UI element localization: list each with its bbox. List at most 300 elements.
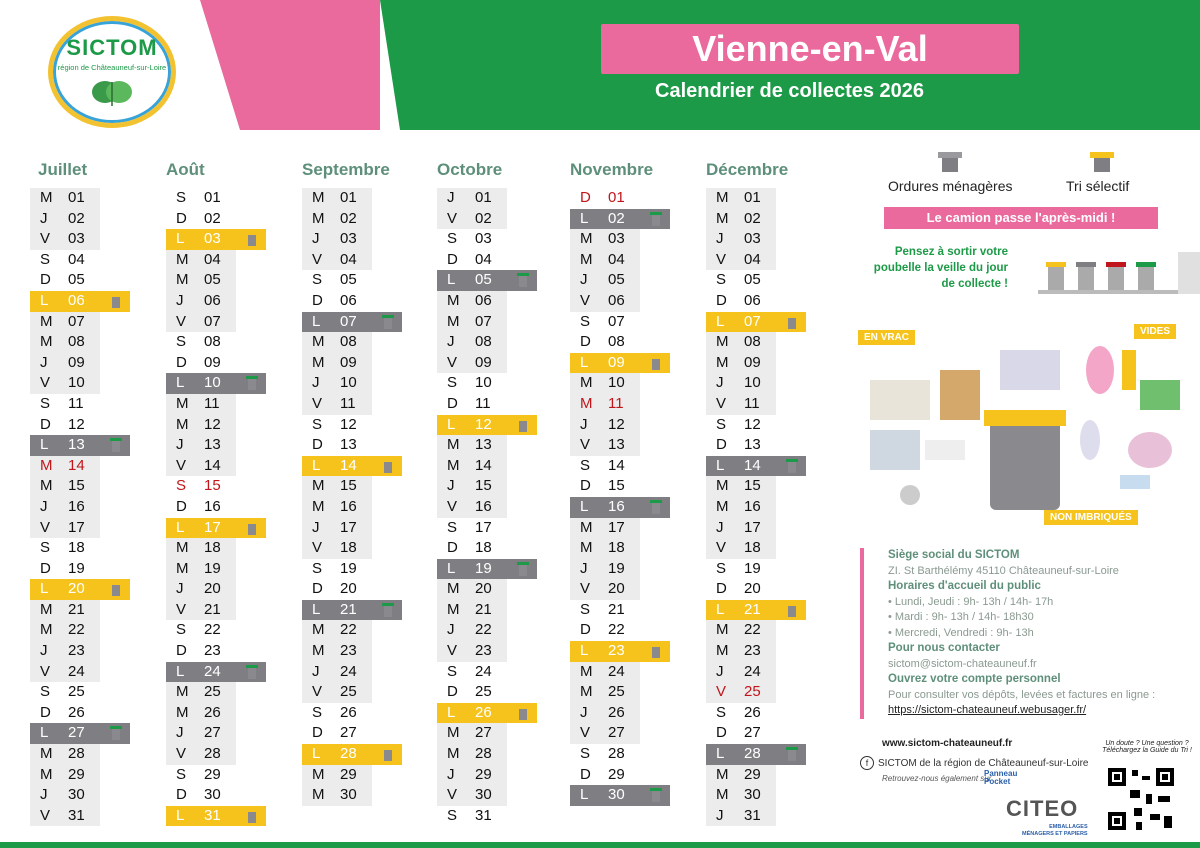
weekday-letter: M (580, 394, 593, 412)
weekday-letter: L (176, 518, 185, 536)
weekday-letter: V (40, 230, 51, 248)
sorting-illustration (850, 320, 1190, 530)
day-number: 01 (68, 189, 85, 206)
weekday-letter: J (716, 518, 724, 536)
day-25 (706, 682, 776, 703)
header-pink-band (200, 0, 380, 130)
day-12 (166, 415, 236, 436)
weekday-letter: M (176, 703, 189, 721)
weekday-letter: S (580, 456, 591, 474)
day-23 (706, 641, 776, 662)
day-13 (302, 435, 372, 456)
day-number: 30 (475, 786, 492, 804)
bin-icon (786, 747, 798, 761)
citeo-sub-line1: EMBALLAGES (1049, 824, 1088, 830)
bins-on-curb-illustration (1028, 252, 1200, 302)
weekday-letter: J (580, 703, 588, 721)
citeo-sub (1022, 824, 1088, 838)
weekday-letter: L (176, 230, 185, 248)
day-number: 05 (68, 271, 85, 289)
weekday-letter: M (176, 415, 189, 433)
day-number: 09 (204, 353, 221, 371)
citeo-logo: CITEO (1006, 796, 1079, 821)
day-number: 23 (204, 642, 221, 660)
day-27 (30, 723, 130, 744)
day-09 (570, 353, 670, 374)
weekday-letter: J (447, 765, 455, 783)
day-number: 22 (68, 621, 85, 639)
weekday-letter: V (447, 497, 458, 515)
day-15 (570, 476, 640, 497)
day-20 (302, 579, 372, 600)
month-name: Septembre (302, 160, 390, 179)
day-20 (166, 579, 236, 600)
day-number: 07 (475, 312, 492, 330)
day-14 (437, 456, 507, 477)
weekday-letter: M (40, 312, 53, 330)
weekday-letter: V (176, 456, 187, 474)
day-06 (166, 291, 236, 312)
day-number: 15 (340, 477, 357, 495)
weekday-letter: M (580, 250, 593, 268)
weekday-letter: S (312, 271, 323, 289)
weekday-letter: M (447, 600, 460, 618)
bin-icon (246, 809, 258, 823)
day-number: 23 (475, 642, 492, 660)
weekday-letter: M (580, 374, 593, 392)
weekday-letter: V (312, 394, 323, 412)
day-07 (166, 312, 236, 333)
day-number: 05 (744, 271, 761, 289)
weekday-letter: L (447, 559, 456, 577)
day-15 (30, 476, 100, 497)
day-number: 06 (608, 291, 625, 309)
day-30 (302, 785, 372, 806)
day-10 (302, 373, 372, 394)
day-number: 17 (340, 518, 357, 536)
day-number: 27 (68, 724, 85, 742)
bin-icon (650, 644, 662, 658)
qr-code-icon[interactable] (1106, 766, 1176, 832)
day-number: 25 (68, 683, 85, 701)
weekday-letter: S (580, 600, 591, 618)
day-number: 12 (608, 415, 625, 433)
day-10 (166, 373, 266, 394)
day-14 (30, 456, 100, 477)
day-number: 31 (744, 806, 761, 824)
day-19 (706, 559, 776, 580)
day-02 (302, 209, 372, 230)
day-number: 02 (340, 209, 357, 227)
day-number: 28 (68, 745, 85, 763)
weekday-letter: V (716, 539, 727, 557)
day-28 (30, 744, 100, 765)
website[interactable]: www.sictom-chateauneuf.fr (882, 738, 1013, 749)
day-08 (437, 332, 507, 353)
day-number: 05 (340, 271, 357, 289)
bin-icon (517, 273, 529, 287)
weekday-letter: J (716, 806, 724, 824)
day-number: 14 (475, 456, 492, 474)
yellow-bin-icon (1088, 150, 1116, 172)
weekday-letter: V (580, 580, 591, 598)
weekday-letter: D (716, 724, 727, 742)
weekday-letter: V (312, 683, 323, 701)
day-24 (437, 662, 507, 683)
pp-line2: Pocket (984, 777, 1011, 786)
day-number: 22 (475, 621, 492, 639)
weekday-letter: M (312, 642, 325, 660)
day-number: 27 (340, 724, 357, 742)
day-number: 07 (744, 312, 761, 330)
weekday-letter: M (176, 271, 189, 289)
day-27 (302, 723, 372, 744)
day-number: 03 (340, 230, 357, 248)
day-20 (706, 579, 776, 600)
day-24 (302, 662, 372, 683)
day-number: 30 (340, 786, 357, 804)
day-number: 23 (68, 642, 85, 660)
weekday-letter: M (176, 559, 189, 577)
day-number: 18 (340, 539, 357, 557)
bin-icon (517, 562, 529, 576)
day-number: 07 (340, 312, 357, 330)
weekday-letter: D (716, 580, 727, 598)
day-number: 19 (608, 559, 625, 577)
day-11 (166, 394, 236, 415)
weekday-letter: M (580, 683, 593, 701)
day-number: 23 (608, 642, 625, 660)
day-17 (706, 518, 776, 539)
hours-line: • Mardi : 9h- 13h / 14h- 18h30 (888, 611, 1034, 623)
day-number: 26 (204, 703, 221, 721)
day-number: 19 (744, 559, 761, 577)
day-number: 11 (608, 394, 624, 412)
day-number: 04 (204, 250, 221, 268)
day-01 (437, 188, 507, 209)
bin-icon (382, 459, 394, 473)
weekday-letter: M (312, 621, 325, 639)
day-number: 01 (340, 189, 357, 206)
day-number: 17 (744, 518, 761, 536)
day-number: 03 (608, 230, 625, 248)
day-number: 15 (68, 477, 85, 495)
day-number: 16 (744, 497, 761, 515)
weekday-letter: M (580, 230, 593, 248)
day-07 (302, 312, 402, 333)
day-17 (570, 518, 640, 539)
day-15 (302, 476, 372, 497)
day-18 (302, 538, 372, 559)
weekday-letter: L (176, 374, 185, 392)
weekday-letter: S (580, 312, 591, 330)
day-02 (437, 209, 507, 230)
day-number: 31 (475, 806, 492, 824)
day-number: 10 (204, 374, 221, 392)
day-number: 11 (475, 394, 491, 412)
weekday-letter: J (447, 477, 455, 495)
day-12 (437, 415, 537, 436)
weekday-letter: J (580, 271, 588, 289)
day-number: 14 (204, 456, 221, 474)
day-21 (437, 600, 507, 621)
day-14 (302, 456, 402, 477)
day-15 (706, 476, 776, 497)
day-number: 21 (744, 600, 761, 618)
weekday-letter: L (716, 456, 725, 474)
weekday-letter: M (40, 621, 53, 639)
weekday-letter: M (716, 765, 729, 783)
day-04 (302, 250, 372, 271)
day-05 (30, 270, 100, 291)
day-09 (302, 353, 372, 374)
day-26 (166, 703, 236, 724)
day-01 (570, 188, 640, 209)
weekday-letter: S (176, 189, 187, 206)
weekday-letter: M (176, 683, 189, 701)
recyclables-drawing (850, 320, 1190, 530)
day-09 (706, 353, 776, 374)
weekday-letter: J (176, 724, 184, 742)
day-28 (437, 744, 507, 765)
weekday-letter: J (716, 230, 724, 248)
day-number: 16 (68, 497, 85, 515)
bin-icon (246, 376, 258, 390)
day-03 (437, 229, 507, 250)
day-04 (437, 250, 507, 271)
weekday-letter: V (447, 786, 458, 804)
month-1 (166, 160, 278, 826)
day-23 (166, 641, 236, 662)
day-number: 22 (204, 621, 221, 639)
day-05 (437, 270, 537, 291)
day-number: 08 (744, 333, 761, 351)
weekday-letter: V (716, 394, 727, 412)
month-3 (437, 160, 549, 826)
day-11 (570, 394, 640, 415)
account-link[interactable]: https://sictom-chateauneuf.webusager.fr/ (888, 704, 1087, 716)
weekday-letter: D (580, 621, 591, 639)
day-number: 24 (608, 662, 625, 680)
facebook-text: SICTOM de la région de Châteauneuf-sur-Loire (878, 758, 1089, 769)
weekday-letter: M (447, 312, 460, 330)
day-05 (166, 270, 236, 291)
day-20 (30, 579, 130, 600)
day-number: 08 (204, 333, 221, 351)
weekday-letter: S (716, 415, 727, 433)
day-number: 28 (608, 745, 625, 763)
day-number: 02 (68, 209, 85, 227)
day-number: 08 (340, 333, 357, 351)
weekday-letter: M (312, 786, 325, 804)
day-number: 06 (340, 291, 357, 309)
weekday-letter: V (40, 374, 51, 392)
day-number: 08 (475, 333, 492, 351)
day-number: 29 (340, 765, 357, 783)
weekday-letter: M (580, 518, 593, 536)
day-number: 21 (204, 600, 221, 618)
day-number: 01 (608, 189, 625, 206)
weekday-letter: V (176, 745, 187, 763)
weekday-letter: V (580, 724, 591, 742)
day-number: 11 (204, 394, 220, 412)
day-29 (166, 765, 236, 786)
day-04 (706, 250, 776, 271)
day-22 (302, 620, 372, 641)
day-number: 29 (475, 765, 492, 783)
day-13 (166, 435, 236, 456)
day-number: 09 (744, 353, 761, 371)
day-number: 18 (744, 539, 761, 557)
day-06 (437, 291, 507, 312)
day-number: 19 (340, 559, 357, 577)
day-number: 06 (744, 291, 761, 309)
day-03 (166, 229, 266, 250)
day-number: 02 (744, 209, 761, 227)
day-02 (166, 209, 236, 230)
day-18 (437, 538, 507, 559)
day-09 (30, 353, 100, 374)
account-title: Ouvrez votre compte personnel (888, 673, 1061, 685)
day-number: 25 (204, 683, 221, 701)
page-subtitle: Calendrier de collectes 2026 (655, 80, 925, 102)
day-30 (706, 785, 776, 806)
month-2 (302, 160, 414, 806)
day-17 (302, 518, 372, 539)
weekday-letter: J (312, 518, 320, 536)
day-28 (166, 744, 236, 765)
bin-icon (517, 418, 529, 432)
day-23 (437, 641, 507, 662)
bin-icon (517, 706, 529, 720)
day-number: 06 (68, 291, 85, 309)
day-30 (166, 785, 236, 806)
weekday-letter: M (312, 497, 325, 515)
day-number: 24 (475, 662, 492, 680)
day-11 (302, 394, 372, 415)
day-18 (706, 538, 776, 559)
day-24 (166, 662, 266, 683)
weekday-letter: J (447, 333, 455, 351)
bin-icon (650, 212, 662, 226)
weekday-letter: J (40, 209, 48, 227)
weekday-letter: S (176, 477, 187, 495)
weekday-letter: D (40, 415, 51, 433)
day-16 (302, 497, 372, 518)
day-number: 03 (475, 230, 492, 248)
day-24 (706, 662, 776, 683)
day-21 (166, 600, 236, 621)
weekday-letter: M (40, 765, 53, 783)
weekday-letter: J (40, 642, 48, 660)
day-number: 30 (204, 786, 221, 804)
grey-bin-icon (936, 150, 964, 172)
day-number: 06 (204, 291, 221, 309)
tag-vides: VIDES (1134, 324, 1176, 339)
day-number: 02 (608, 209, 625, 227)
day-number: 20 (204, 580, 221, 598)
weekday-letter: M (40, 600, 53, 618)
day-number: 09 (475, 353, 492, 371)
weekday-letter: M (176, 250, 189, 268)
day-number: 29 (608, 765, 625, 783)
day-number: 10 (744, 374, 761, 392)
weekday-letter: D (176, 786, 187, 804)
day-number: 25 (340, 683, 357, 701)
weekday-letter: J (40, 497, 48, 515)
day-number: 23 (744, 642, 761, 660)
day-17 (166, 518, 266, 539)
weekday-letter: J (312, 662, 320, 680)
weekday-letter: J (312, 374, 320, 392)
day-08 (706, 332, 776, 353)
weekday-letter: M (312, 209, 325, 227)
weekday-letter: M (716, 621, 729, 639)
day-13 (437, 435, 507, 456)
day-number: 11 (68, 394, 84, 412)
day-30 (570, 785, 670, 806)
facebook-line[interactable] (860, 756, 1088, 770)
day-16 (30, 497, 100, 518)
day-25 (166, 682, 236, 703)
day-14 (166, 456, 236, 477)
weekday-letter: M (40, 477, 53, 495)
weekday-letter: D (312, 436, 323, 454)
day-number: 19 (68, 559, 85, 577)
weekday-letter: J (312, 230, 320, 248)
tag-en-vrac: EN VRAC (858, 330, 915, 345)
month-5 (706, 160, 818, 826)
day-10 (706, 373, 776, 394)
day-number: 02 (475, 209, 492, 227)
day-number: 29 (204, 765, 221, 783)
info-panel (838, 140, 1200, 848)
day-29 (437, 765, 507, 786)
weekday-letter: M (580, 539, 593, 557)
weekday-letter: V (580, 291, 591, 309)
day-number: 04 (744, 250, 761, 268)
weekday-letter: D (176, 497, 187, 515)
day-number: 05 (475, 271, 492, 289)
day-06 (302, 291, 372, 312)
day-22 (570, 620, 640, 641)
day-number: 17 (68, 518, 85, 536)
day-number: 09 (608, 353, 625, 371)
weekday-letter: J (40, 786, 48, 804)
bin-icon (110, 438, 122, 452)
day-27 (166, 723, 236, 744)
day-04 (166, 250, 236, 271)
day-number: 03 (744, 230, 761, 248)
weekday-letter: D (580, 765, 591, 783)
weekday-letter: L (312, 312, 321, 330)
day-11 (30, 394, 100, 415)
contact-info (860, 548, 1200, 719)
day-21 (570, 600, 640, 621)
weekday-letter: M (716, 209, 729, 227)
weekday-letter: L (716, 600, 725, 618)
day-04 (570, 250, 640, 271)
day-29 (706, 765, 776, 786)
calendar (0, 130, 830, 842)
weekday-letter: V (716, 250, 727, 268)
day-31 (30, 806, 100, 827)
email[interactable]: sictom@sictom-chateauneuf.fr (888, 657, 1037, 670)
weekday-letter: V (312, 539, 323, 557)
weekday-letter: M (716, 477, 729, 495)
weekday-letter: S (580, 745, 591, 763)
day-28 (302, 744, 402, 765)
